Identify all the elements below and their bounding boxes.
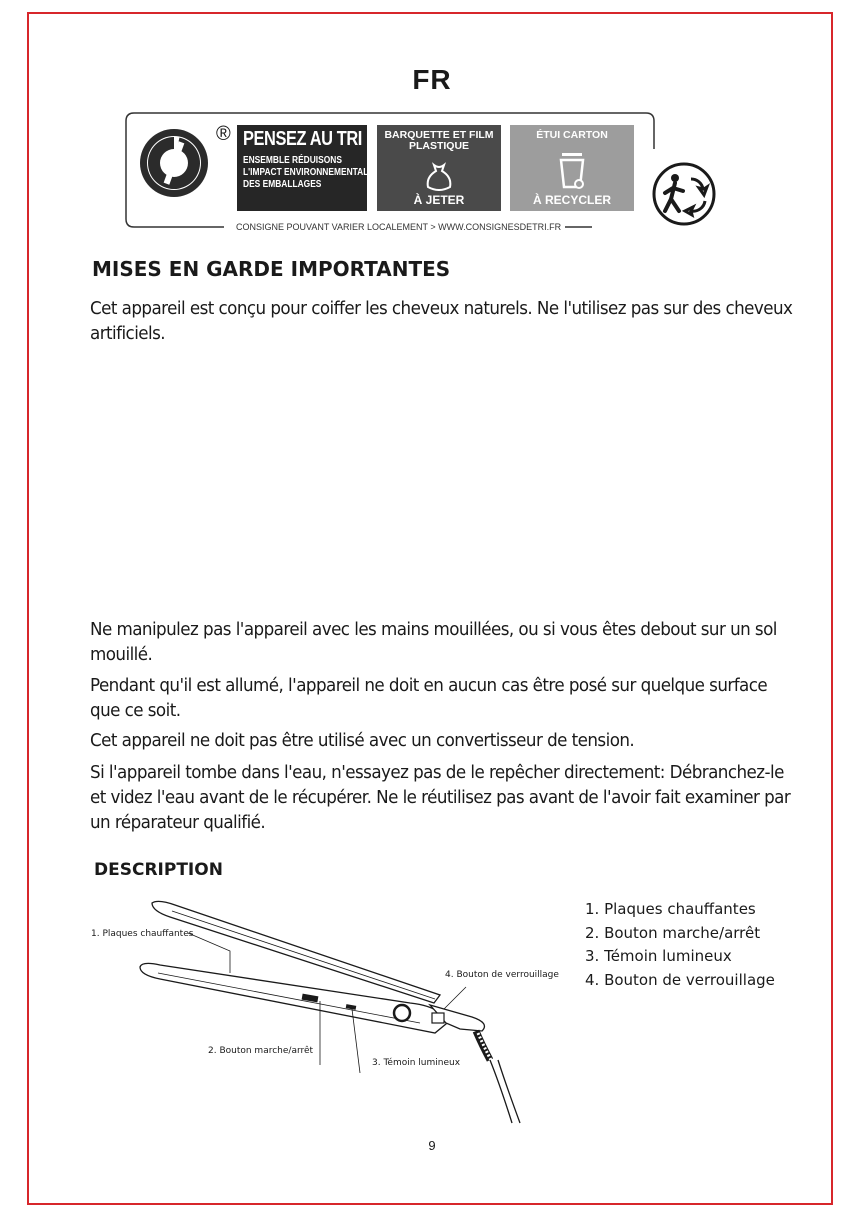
callout-verrouillage: 4. Bouton de verrouillage	[445, 970, 559, 980]
tile-carton-recycle	[510, 125, 634, 211]
green-dot-icon	[138, 127, 210, 199]
callout-plaques: 1. Plaques chauffantes	[91, 929, 194, 939]
trash-bag-icon	[424, 159, 454, 191]
warning-paragraph: Ne manipulez pas l'appareil avec les mains mouillées, ou si vous êtes debout sur un sol mouillé.	[90, 619, 777, 665]
warning-paragraph: Cet appareil est conçu pour coiffer les cheveux naturels. Ne l'utilisez pas sur des cheveux artificiels.	[90, 298, 793, 344]
tile-plastic-waste	[377, 125, 501, 211]
registered-mark: ®	[216, 123, 231, 145]
warning-paragraph: Pendant qu'il est allumé, l'appareil ne doit en aucun cas être posé sur quelque surface que ce soit.	[90, 675, 768, 721]
warnings-title: MISES EN GARDE IMPORTANTES	[92, 257, 451, 281]
tile-action: À RECYCLER	[532, 193, 611, 207]
tile-label: ÉTUI CARTON	[536, 129, 608, 141]
callout-bouton-marche: 2. Bouton marche/arrêt	[208, 1046, 314, 1056]
warning-paragraph: Cet appareil ne doit pas être utilisé avec un convertisseur de tension.	[90, 730, 635, 751]
pensez-line: L'IMPACT ENVIRONNEMENTAL	[243, 166, 369, 178]
language-heading: FR	[412, 64, 452, 95]
pensez-line: ENSEMBLE RÉDUISONS	[243, 154, 342, 166]
tile-label: BARQUETTE ET FILM PLASTIQUE	[384, 129, 494, 152]
tile-action: À JETER	[413, 193, 465, 207]
callout-temoin: 3. Témoin lumineux	[372, 1058, 461, 1068]
pensez-au-tri-panel	[237, 125, 372, 211]
legend-item: 3. Témoin lumineux	[585, 947, 732, 965]
legend-item: 4. Bouton de verrouillage	[585, 970, 775, 989]
page-number: 9	[428, 1138, 436, 1153]
description-title: DESCRIPTION	[94, 860, 223, 880]
consigne-text: CONSIGNE POUVANT VARIER LOCALEMENT > WWW.CONSIGNESDETRI.FR	[232, 222, 565, 232]
warning-paragraph: Si l'appareil tombe dans l'eau, n'essayez pas de le repêcher directement: Débranchez-le et videz l'eau avant de le récupérer. Ne le réutilisez pas avant de l'avoir fait examiner par un réparateur qualifié.	[90, 762, 791, 833]
legend-item: 2. Bouton marche/arrêt	[585, 923, 761, 942]
description-legend	[585, 898, 775, 992]
pensez-title: PENSEZ AU TRI !	[243, 128, 372, 150]
triman-recycling-block	[124, 109, 656, 231]
triman-icon	[651, 161, 717, 227]
legend-item: 1. Plaques chauffantes	[585, 900, 756, 918]
pensez-line: DES EMBALLAGES	[243, 178, 322, 190]
recycle-bin-icon	[557, 151, 587, 191]
